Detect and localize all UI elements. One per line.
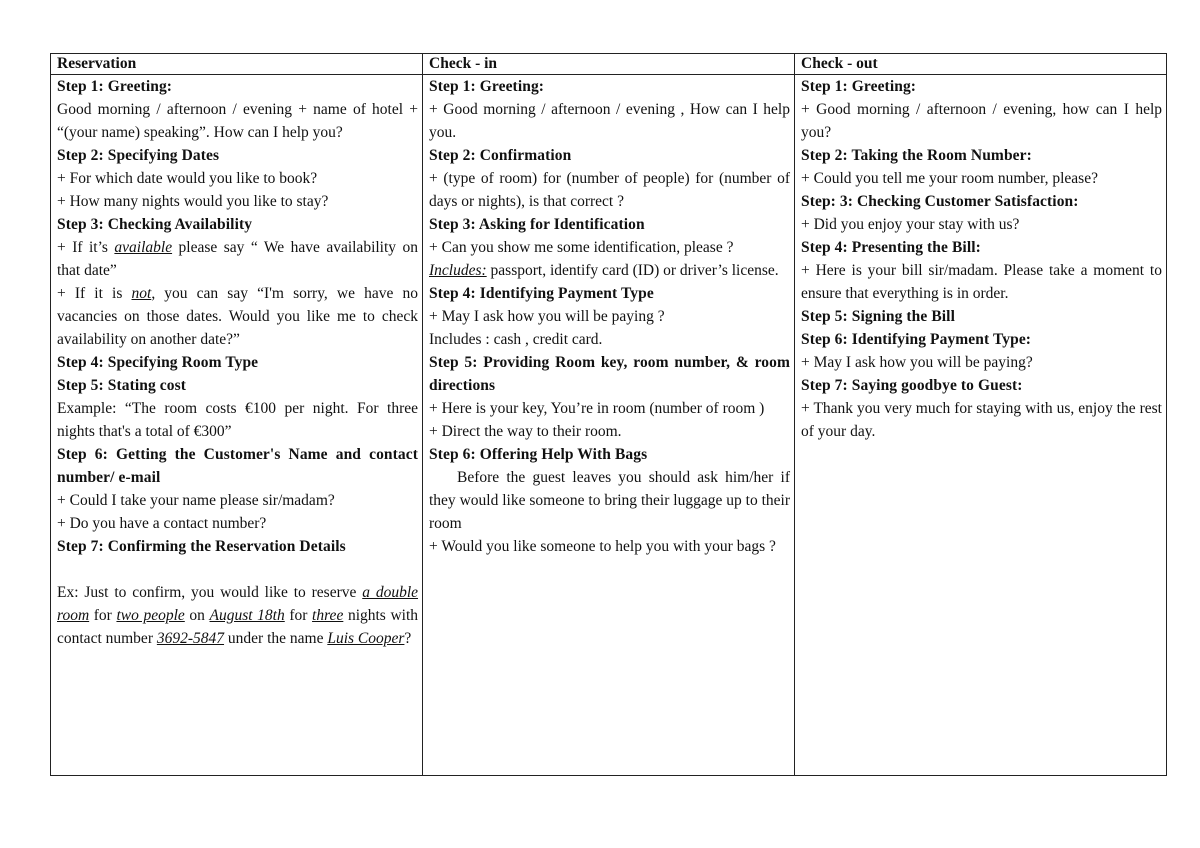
text-fragment: ? <box>404 630 412 647</box>
text-fragment: under the name <box>224 630 328 647</box>
step-heading: Step 4: Specifying Room Type <box>57 354 259 371</box>
header-checkout: Check - out <box>795 54 1167 75</box>
text-fragment: passport, identify card (ID) or driver’s license. <box>486 262 779 279</box>
step-text: + For which date would you like to book? <box>57 170 318 187</box>
step-heading: Step 6: Offering Help With Bags <box>429 446 648 463</box>
checkin-cell <box>423 75 795 776</box>
step-heading: Step 2: Specifying Dates <box>57 147 220 164</box>
step-text: Example: “The room costs €100 per night. For three nights that's a total of €300” <box>57 400 418 440</box>
step-heading: Step 2: Confirmation <box>429 147 572 164</box>
step-text: + Good morning / afternoon / evening, how can I help you? <box>801 101 1162 141</box>
step-text: + Here is your bill sir/madam. Please take a moment to ensure that everything is in order. <box>801 262 1162 302</box>
step-text: + How many nights would you like to stay? <box>57 193 329 210</box>
emphasis-text: Includes: <box>429 262 487 279</box>
step-text: + Do you have a contact number? <box>57 515 267 532</box>
reservation-cell <box>51 75 423 776</box>
step-text: + (type of room) for (number of people) for (number of days or nights), is that correct ? <box>429 170 790 210</box>
step-heading: Step 1: Greeting: <box>57 78 173 95</box>
step-heading: Step 1: Greeting: <box>429 78 545 95</box>
step-heading: Step 6: Identifying Payment Type: <box>801 331 1032 348</box>
step-heading: Step 3: Asking for Identification <box>429 216 645 233</box>
step-text: Before the guest leaves you should ask him/her if they would like someone to bring their luggage up to their room <box>429 469 790 532</box>
text-fragment: + If it is <box>57 285 132 302</box>
step-text: + Direct the way to their room. <box>429 423 622 440</box>
step-text: + Could I take your name please sir/madam? <box>57 492 335 509</box>
step-text: + Would you like someone to help you with your bags ? <box>429 538 776 555</box>
step-heading: Step: 3: Checking Customer Satisfaction: <box>801 193 1079 210</box>
step-text: + Did you enjoy your stay with us? <box>801 216 1020 233</box>
step-text: + May I ask how you will be paying? <box>801 354 1033 371</box>
step-text <box>429 259 790 282</box>
emphasis-text: not <box>131 285 152 302</box>
text-fragment: for <box>89 607 117 624</box>
emphasis-text: Luis Cooper <box>327 630 405 647</box>
emphasis-text: August 18th <box>209 607 285 624</box>
text-fragment: nights with contact number <box>57 607 419 647</box>
step-heading: Step 3: Checking Availability <box>57 216 253 233</box>
step-heading: Step 7: Saying goodbye to Guest: <box>801 377 1023 394</box>
emphasis-text: two people <box>116 607 185 624</box>
step-text: Good morning / afternoon / evening + name of hotel + “(your name) speaking”. How can I help you? <box>57 101 418 141</box>
step-text: + May I ask how you will be paying ? <box>429 308 665 325</box>
step-heading: Step 2: Taking the Room Number: <box>801 147 1032 164</box>
step-heading: Step 5: Stating cost <box>57 377 187 394</box>
text-fragment: + If it’s <box>57 239 115 256</box>
step-text: + Can you show me some identification, please ? <box>429 239 734 256</box>
step-text: + Here is your key, You’re in room (number of room ) <box>429 400 765 417</box>
step-heading: Step 4: Presenting the Bill: <box>801 239 981 256</box>
step-text <box>57 236 418 282</box>
step-text <box>57 282 418 351</box>
text-fragment: , you can say “I'm sorry, we have no vacancies on those dates. Would you like me to check availability on another date?” <box>57 285 418 348</box>
step-text: + Could you tell me your room number, please? <box>801 170 1098 187</box>
spacer <box>57 558 418 581</box>
emphasis-text: a double room <box>57 584 419 624</box>
checkout-cell <box>795 75 1167 776</box>
step-heading: Step 5: Providing Room key, room number, & room directions <box>429 354 790 394</box>
example-text <box>57 581 418 650</box>
table-body-row <box>51 75 1167 776</box>
text-fragment: please say “ We have availability on that date” <box>57 239 418 279</box>
step-heading: Step 4: Identifying Payment Type <box>429 285 654 302</box>
text-fragment: Ex: Just to confirm, you would like to reserve <box>57 584 363 601</box>
step-text: Includes : cash , credit card. <box>429 331 603 348</box>
step-text: + Good morning / afternoon / evening , How can I help you. <box>429 101 790 141</box>
emphasis-text: 3692-5847 <box>156 630 225 647</box>
step-heading: Step 1: Greeting: <box>801 78 917 95</box>
step-heading: Step 7: Confirming the Reservation Details <box>57 538 346 555</box>
hotel-procedures-table <box>50 53 1167 776</box>
emphasis-text: available <box>114 239 173 256</box>
text-fragment: on <box>184 607 210 624</box>
text-fragment: for <box>284 607 313 624</box>
step-heading: Step 5: Signing the Bill <box>801 308 955 325</box>
header-reservation: Reservation <box>51 54 423 75</box>
table-header-row <box>51 54 1167 75</box>
header-checkin: Check - in <box>423 54 795 75</box>
step-heading: Step 6: Getting the Customer's Name and contact number/ e-mail <box>57 446 418 486</box>
emphasis-text: three <box>312 607 344 624</box>
step-text: + Thank you very much for staying with us, enjoy the rest of your day. <box>801 400 1162 440</box>
